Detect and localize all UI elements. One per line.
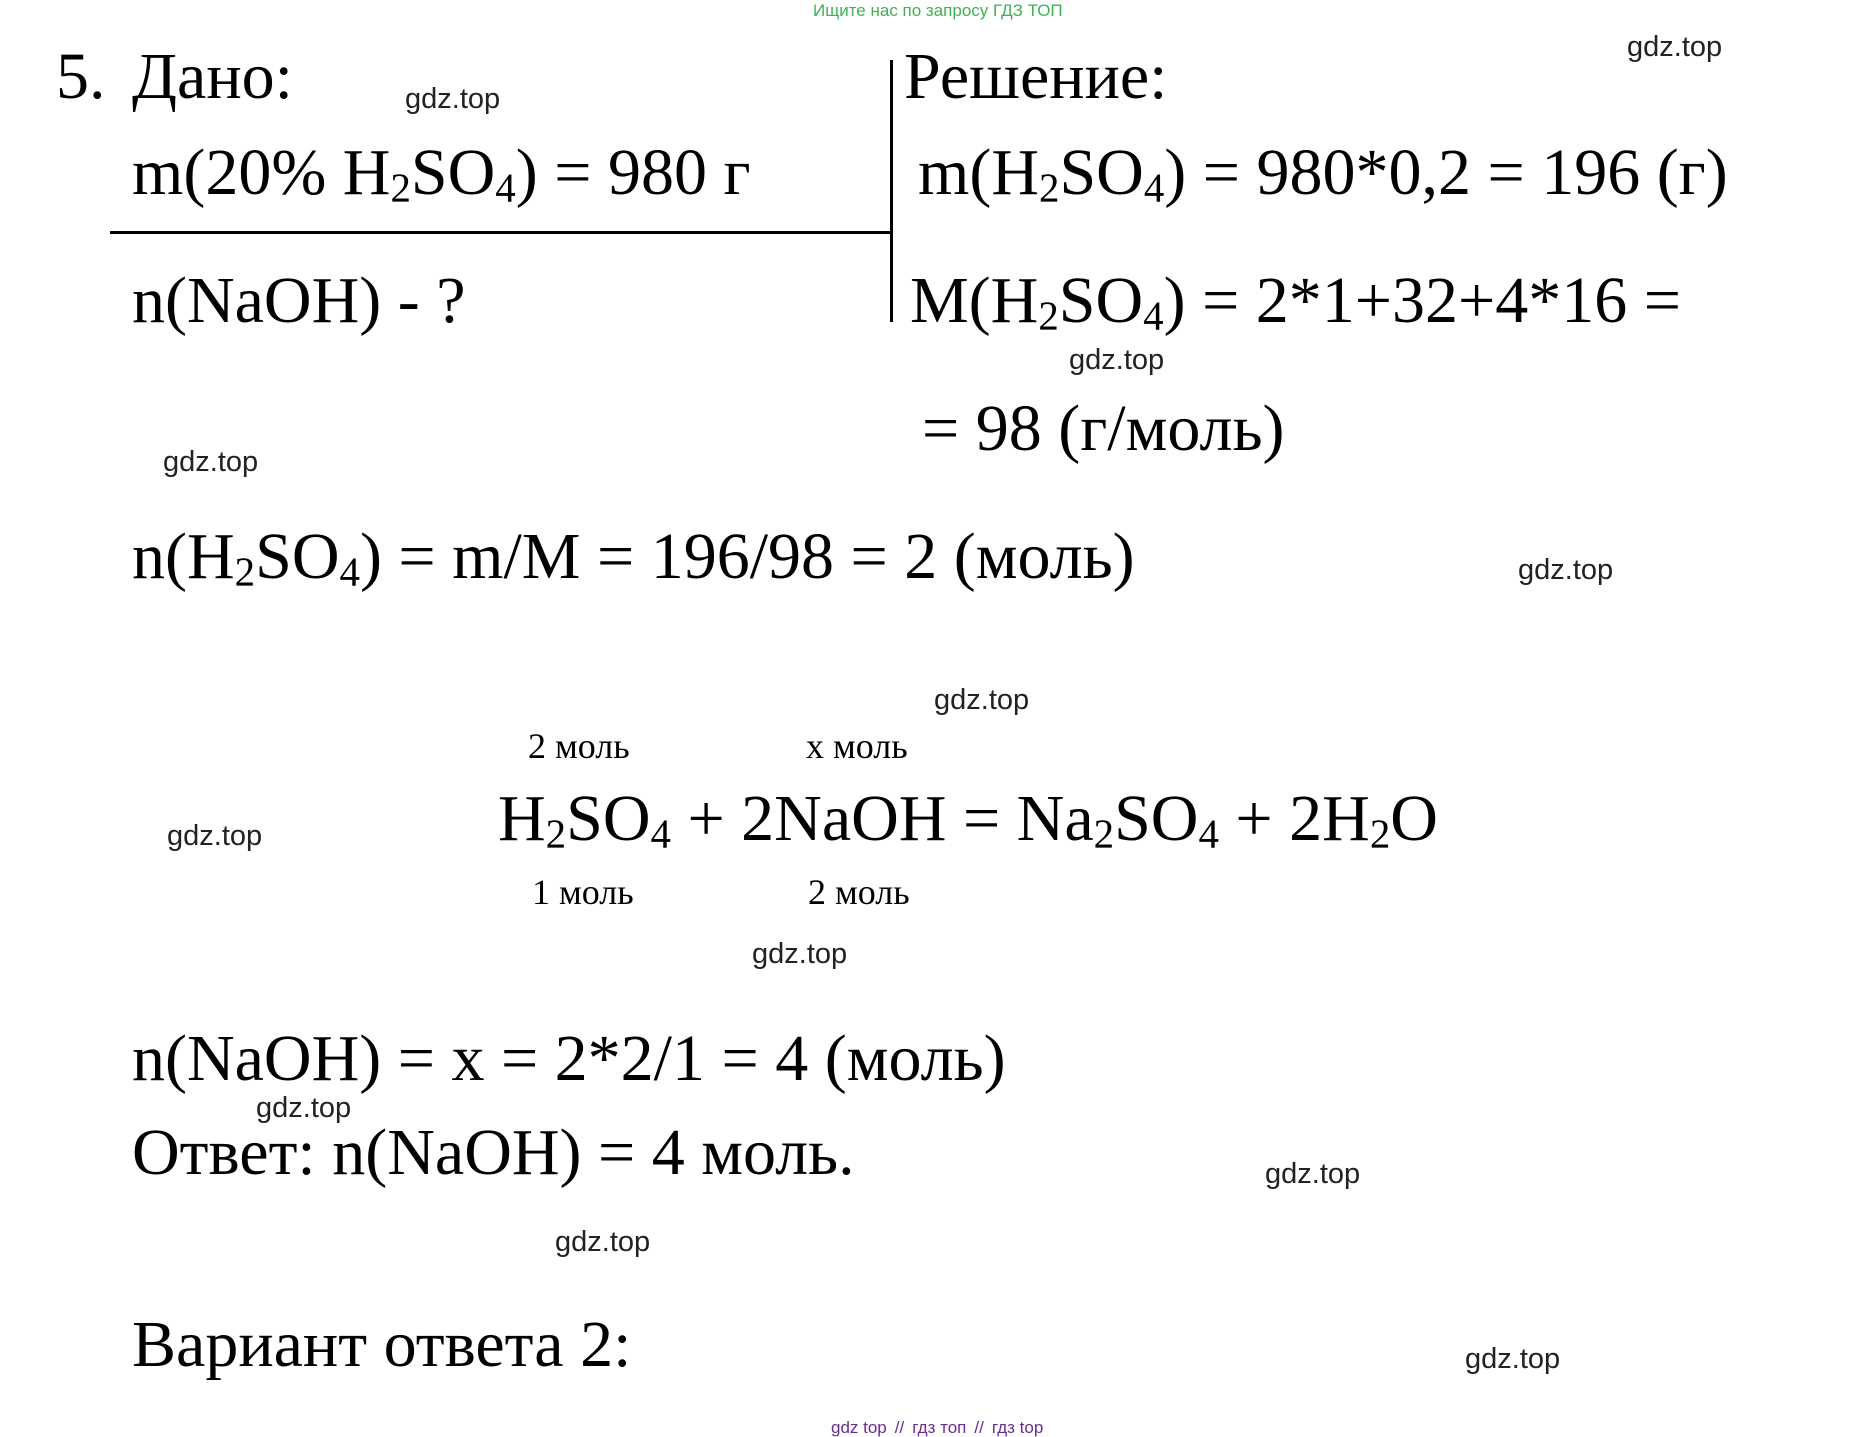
equation-below-base: 2 моль <box>808 872 910 912</box>
footer-link-gdz-top-mixed[interactable]: гдз top <box>991 1418 1044 1437</box>
watermark: gdz.top <box>752 938 848 970</box>
answer-line: Ответ: n(NaOH) = 4 моль. <box>132 1116 855 1189</box>
equation-above-acid: 2 моль <box>528 726 630 766</box>
solution-molar-mass-value: = 98 (г/моль) <box>922 392 1285 465</box>
solution-molar-mass: $M(H_2SO_4) = 2*1+32+4*16$ = <box>910 264 1681 339</box>
footer-separator: // <box>974 1418 984 1437</box>
base-moles-result: n(NaOH) = x = 2*2/1 = 4 (моль) <box>132 1022 1006 1095</box>
given-solution-divider <box>890 60 893 322</box>
watermark: gdz.top <box>1265 1158 1361 1190</box>
watermark: gdz.top <box>934 684 1030 716</box>
solution-mass: $m(H_2SO_4) = 980*0,2 = 196$ (г) <box>918 136 1728 211</box>
given-find-divider <box>110 231 892 234</box>
equation-above-base: x моль <box>806 726 908 766</box>
watermark: gdz.top <box>1465 1343 1561 1375</box>
watermark: gdz.top <box>1518 554 1614 586</box>
equation-below-acid: 1 моль <box>532 872 634 912</box>
watermark: gdz.top <box>256 1092 352 1124</box>
footer-separator: // <box>894 1418 905 1437</box>
watermark: gdz.top <box>163 446 259 478</box>
footer-link-gdz-top[interactable]: gdz top <box>831 1418 887 1437</box>
footer-link-gdz-top-ru[interactable]: гдз топ <box>912 1418 967 1437</box>
footer-links <box>831 1419 1043 1436</box>
watermark: gdz.top <box>1627 31 1723 63</box>
answer-variant-heading: Вариант ответа 2: <box>132 1308 632 1381</box>
watermark: gdz.top <box>405 83 501 115</box>
watermark: gdz.top <box>1069 344 1165 376</box>
watermark: gdz.top <box>555 1226 651 1258</box>
given-mass: m(20% $H_2SO_4) = 980$ г <box>132 136 751 211</box>
acid-moles: $n(H_2SO_4) = m/M = 196/98 = 2$ (моль) <box>132 520 1135 595</box>
problem-number: 5. <box>56 40 106 113</box>
solution-label: Решение: <box>904 40 1168 113</box>
search-banner: Ищите нас по запросу ГДЗ ТОП <box>813 1 1063 20</box>
given-label: Дано: <box>132 40 293 113</box>
find-quantity: n(NaOH) - ? <box>132 264 466 337</box>
reaction-equation: $H_2SO_4$ + 2NaOH = $Na_2SO_4 + 2H_2O$ <box>498 782 1438 857</box>
watermark: gdz.top <box>167 820 263 852</box>
